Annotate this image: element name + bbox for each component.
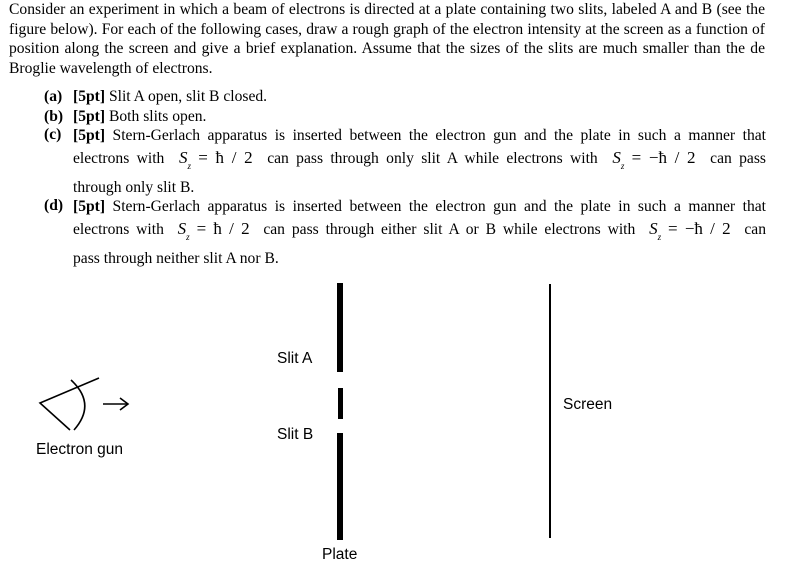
spin-s: S: [177, 218, 187, 238]
spin-down-value: = −ħ / 2: [668, 218, 731, 238]
beam-arrow-icon: [103, 398, 128, 410]
part-a-points: [5pt]: [73, 88, 106, 105]
part-b-points: [5pt]: [73, 107, 106, 125]
spin-s: S: [178, 147, 188, 167]
part-d-mid: can pass through either slit A or B while electrons with: [263, 220, 636, 238]
plate-lower-segment: [337, 433, 343, 540]
part-b-text: Both slits open.: [108, 107, 207, 125]
part-a-text: Slit A open, slit B closed.: [108, 88, 268, 105]
spin-s: S: [612, 147, 621, 167]
part-c-mid: can pass through only slit A while electrons with: [267, 149, 598, 167]
spin-up-value: = ħ / 2: [196, 218, 250, 238]
slit-a-label: Slit A: [277, 350, 313, 367]
part-c-pre: electrons with: [73, 149, 165, 167]
part-b-label: (b): [44, 107, 64, 125]
part-d-post: can: [744, 220, 767, 238]
part-d-line1: Stern-Gerlach apparatus is inserted between the electron gun and the plate in such a manner that: [112, 198, 766, 215]
part-c-line1: Stern-Gerlach apparatus is inserted between the electron gun and the plate in such a manner that: [112, 127, 766, 144]
slit-b-label: Slit B: [277, 426, 314, 443]
part-c-line3: through only slit B.: [73, 178, 195, 196]
spin-z: z: [657, 231, 662, 242]
part-c-label: (c): [44, 126, 62, 143]
part-d-points: [5pt]: [73, 198, 106, 215]
plate-label: Plate: [322, 546, 358, 563]
plate-middle-segment: [338, 388, 343, 419]
electron-gun-label: Electron gun: [36, 441, 124, 458]
spin-s: S: [649, 218, 658, 238]
spin-down-value: = −ħ / 2: [631, 147, 696, 167]
spin-z: z: [186, 231, 190, 242]
plate-upper-segment: [337, 283, 343, 372]
spin-up-value: = ħ / 2: [198, 147, 253, 167]
electron-gun-icon: [40, 378, 99, 430]
part-a-label: (a): [44, 88, 63, 105]
spin-z: z: [620, 160, 625, 171]
part-c-post: can pass: [710, 149, 766, 167]
part-d-label: (d): [44, 197, 64, 214]
part-d-line3: pass through neither slit A nor B.: [73, 249, 279, 267]
part-d-pre: electrons with: [73, 220, 164, 238]
part-c-points: [5pt]: [73, 127, 106, 144]
screen-label: Screen: [563, 396, 613, 413]
spin-z: z: [187, 160, 191, 171]
problem-intro: Consider an experiment in which a beam of electrons is directed at a plate containing two slits, labeled A and B (see the figure below). For each of the following cases, draw a rough graph of the electron intensity at the screen as a function of position along the screen and give a brief explanation. Assume that the sizes of the slits are much smaller than the de Broglie wavelength of electrons.: [9, 1, 765, 77]
